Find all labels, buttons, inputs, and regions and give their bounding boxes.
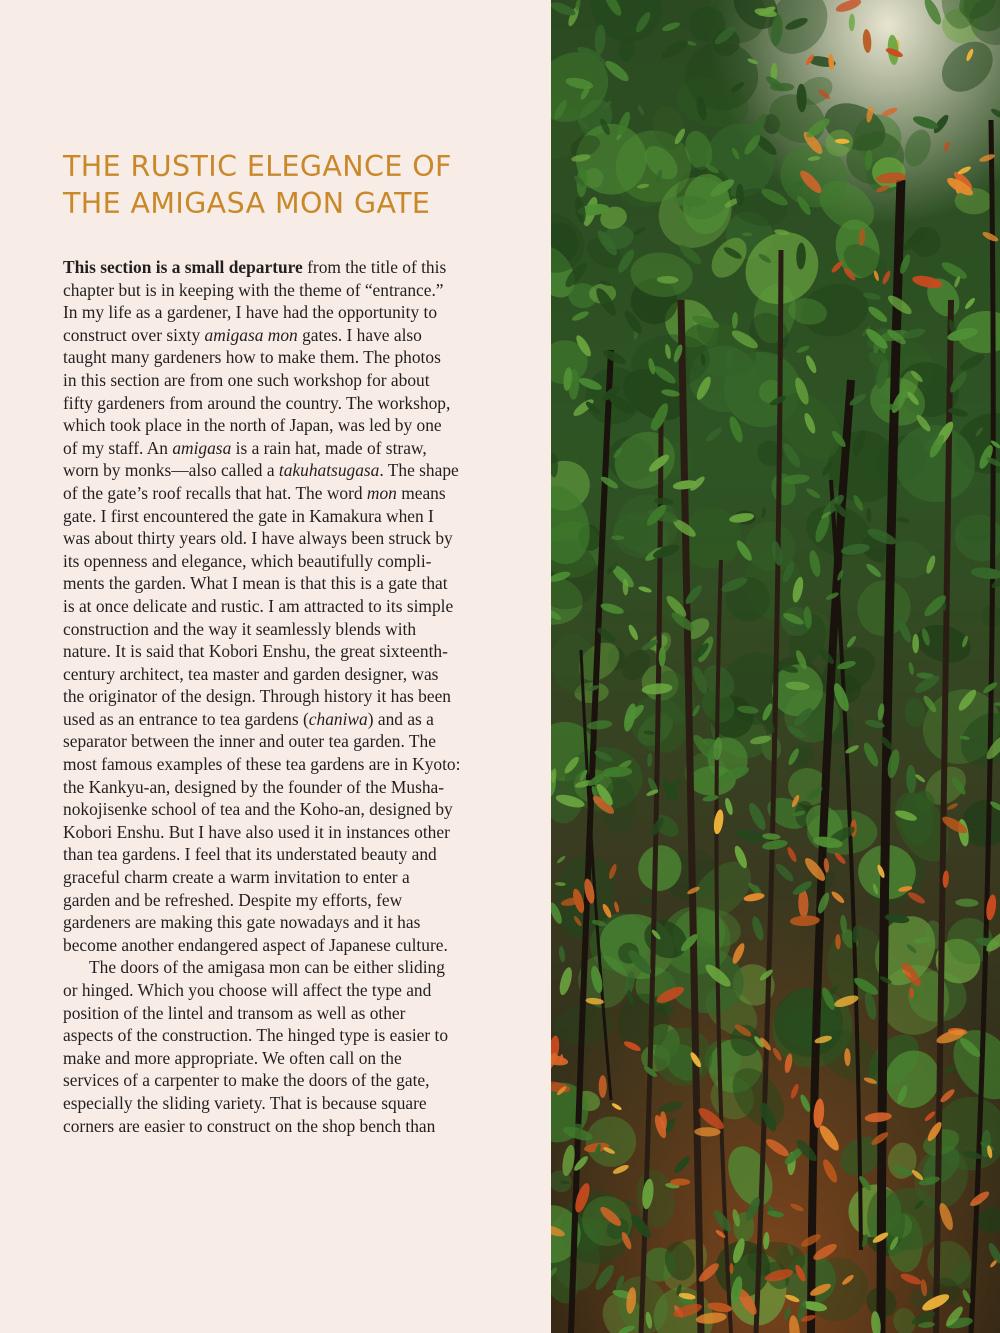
title-line-1: THE RUSTIC ELEGANCE OF: [63, 150, 452, 183]
text-line: construction and the way it seamlessly blends with: [63, 618, 417, 639]
text-line: graceful charm create a warm invitation to enter a: [63, 867, 410, 888]
text-line: taught many gardeners how to make them. The photos: [63, 347, 441, 368]
text-line: century architect, tea master and garden designer, was: [63, 663, 439, 684]
text-line: In my life as a gardener, I have had the opportunity to: [63, 302, 438, 323]
text-line: was about thirty years old. I have always been struck by: [63, 528, 453, 549]
text-line: gardeners are making this gate nowadays and it has: [63, 912, 421, 933]
text-line: position of the lintel and transom as well as other: [63, 1002, 406, 1023]
text-line: corners are easier to construct on the shop bench than: [63, 1115, 436, 1136]
text-line: in this section are from one such workshop for about: [63, 369, 430, 390]
text-line: than tea gardens. I feel that its understated beauty and: [63, 844, 437, 865]
text-line: is at once delicate and rustic. I am attracted to its simple: [63, 595, 454, 616]
text-line: This section is a small departure from the title of this: [63, 257, 447, 277]
paragraph-2: [63, 956, 503, 1137]
text-line: used as an entrance to tea gardens (chaniwa) and as a: [63, 708, 434, 729]
text-line: or hinged. Which you choose will affect the type and: [63, 980, 432, 1000]
text-line: construct over sixty amigasa mon gates. I have also: [63, 324, 422, 345]
text-line: ments the garden. What I mean is that this is a gate that: [63, 573, 448, 594]
text-line: make and more appropriate. We often call on the: [63, 1047, 402, 1068]
forest-photo: [551, 0, 1000, 1333]
text-line: the originator of the design. Through history it has been: [63, 686, 451, 707]
text-line: the Kankyu-an, designed by the founder of the Musha-: [63, 776, 445, 797]
text-line: Kobori Enshu. But I have also used it in instances other: [63, 821, 450, 842]
title-line-2: THE AMIGASA MON GATE: [63, 187, 431, 220]
text-line: chapter but is in keeping with the theme of “entrance.”: [63, 279, 444, 300]
text-line: garden and be refreshed. Despite my efforts, few: [63, 889, 403, 910]
body-text: [63, 256, 503, 1137]
text-line: gate. I first encountered the gate in Kamakura when I: [63, 505, 434, 526]
text-line: The doors of the amigasa mon can be either sliding: [89, 957, 445, 978]
text-line: its openness and elegance, which beautifully compli-: [63, 550, 432, 571]
text-line: most famous examples of these tea gardens are in Kyoto:: [63, 754, 461, 775]
text-line: services of a carpenter to make the doors of the gate,: [63, 1070, 430, 1091]
text-line: of the gate’s roof recalls that hat. The word mon means: [63, 482, 446, 503]
text-line: which took place in the north of Japan, was led by one: [63, 415, 442, 436]
text-line: especially the sliding variety. That is because square: [63, 1092, 427, 1113]
text-line: nature. It is said that Kobori Enshu, the great sixteenth-: [63, 641, 448, 662]
paragraph-1: [63, 256, 503, 956]
forest-photo-illustration: [551, 0, 1000, 1333]
text-line: aspects of the construction. The hinged type is easier to: [63, 1025, 449, 1046]
text-line: become another endangered aspect of Japanese culture.: [63, 934, 448, 955]
text-line: worn by monks—also called a takuhatsugasa. The shape: [63, 460, 459, 481]
text-line: of my staff. An amigasa is a rain hat, made of straw,: [63, 437, 427, 458]
text-line: nokojisenke school of tea and the Koho-an, designed by: [63, 799, 453, 820]
text-line: separator between the inner and outer tea garden. The: [63, 731, 436, 752]
text-line: fifty gardeners from around the country. The workshop,: [63, 392, 451, 413]
page-title: [63, 148, 533, 222]
